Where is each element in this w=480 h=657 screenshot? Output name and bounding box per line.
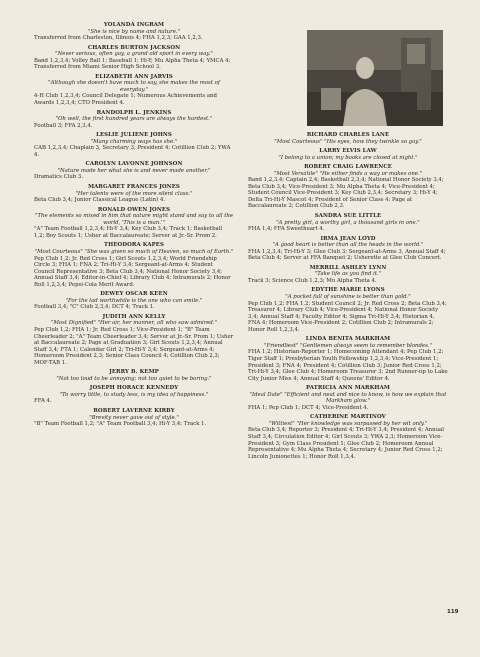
senior-entry [34,242,234,288]
senior-name: RONALD OWEN JONES [97,206,171,213]
senior-entry [248,236,448,262]
senior-entry [34,207,234,240]
senior-name: LINDA BENITA MARKHAM [305,336,391,343]
senior-activities: Band 1,2,3,4; Captain 2,4; Basketball 2,3,4; National Honor Society 3,4; Beta Club 3,4; Vice-President 3; Mu Alpha Theta 4; Vice-President 4; Student Council Vice-President 3; Key Club 2,3,4; Secretary 3; Hi-Y 4; Delta Tri-Hi-Y Mascot 4; President of Senior Class 4; Page at Baccalaureate 2; Cotillion Club 2,3. [248,177,444,210]
senior-entry [248,414,448,460]
senior-name: YOLANDA INGRAM [103,22,165,28]
senior-entry [34,369,234,382]
senior-entry [248,148,448,161]
left-column [34,22,234,431]
senior-quote: "Ideal Date" "Efficient and neat and nice to know, is how we explain that Markham glow." [249,391,447,405]
senior-activities: Football 3,4; "C" Club 2,3,4; DCT 4; Track 1. [34,304,155,311]
senior-name: IRMA JEAN LOYD [320,235,376,242]
senior-activities: Dramatics Club 3. [34,174,84,181]
senior-quote: "Friendliest" "Gentlemen always seem to remember blondes." [264,342,432,349]
senior-quote: "I belong to a union; my books are closed at night." [278,154,418,161]
senior-name: RANDOLPH L. JENKINS [96,109,172,116]
senior-entry [248,213,448,233]
senior-activities: Band 1,2,3,4; Volley Ball 1; Baseball 1; Hi-Y; Mu Alpha Theta 4; YMCA 4; Transferred from Miami Senior High School 3. [34,57,231,71]
senior-name: LARRY ELVIS LAW [319,148,377,155]
senior-quote: "Many charming ways has she." [90,138,178,145]
senior-entry [248,132,448,145]
senior-quote: "The elements so mixed in him that nature might stand and say to all the world, 'This is a man.'" [35,213,233,226]
senior-activities: FFA 4. [34,398,52,405]
senior-entry [34,314,234,366]
senior-entry [34,161,234,181]
senior-quote: "A good heart is better than all the heads in the world." [272,242,424,249]
senior-name: CATHERINE MARTINOV [310,414,386,421]
senior-entry [248,385,448,411]
portrait-photo-icon [307,30,443,126]
senior-quote: "Oh well, the first hundred years are always the hardest." [55,116,213,123]
senior-portrait-photo [307,30,443,126]
senior-name: ROBERT LAVERNE KIRBY [93,407,175,414]
senior-entry [248,336,448,382]
senior-quote: "Most Courteous" "His eyes, how they twinkle so gay." [274,138,422,145]
senior-entry [34,291,234,311]
senior-activities: FHA 1,2; Historian-Reporter 1; Homecoming Attendant 4; Pep Club 1,2; Tiger Staff 1; Presbyterian Youth Fellowship 1,2,3,4; Vice-President 1; President 3; FNA 4; President 4; Cotillion Club 3; Junior Red Cross 1,2; Tri-Hi-Y 3,4; Glee Club 4; Homeroom Treasurer 3; 2nd Runner-up to Lake City Junior Miss 4; Annual Staff 4; Queens' Editor 4. [248,349,448,382]
senior-name: EDYTHE MARIE LYONS [311,287,385,294]
senior-name: JUDITH ANN KELLY [102,313,166,320]
senior-name: CHARLES BURTON JACKSON [87,44,181,51]
right-column [248,132,448,463]
senior-quote: "Most Courteous" "She was given so much of Heaven, so much of Earth." [34,248,234,255]
senior-name: MARGARET FRANCES JONES [88,184,180,191]
senior-name: LESLIE JULIENE JOHNS [96,132,172,139]
senior-name: DEWEY OSCAR KEEN [100,291,168,298]
senior-entry [34,184,234,204]
senior-entry [34,408,234,428]
senior-activities: FHA 1; Pep Club 1; DCT 4; Vice-President 4. [248,404,369,411]
senior-activities: Transferred from Charleston, Illinois 4; FHA 1,2,3; GAA 1,2,3. [34,35,203,42]
senior-activities: 4-H Club 1,2,3,4; Council Delegate 1; Numerous Achievements and Awards 1,2,3,4; CTO President 4. [34,93,217,107]
senior-quote: "A pretty girl, a worthy girl, a thousand girls in one." [276,219,420,226]
senior-quote: "Brevity never gave out of style." [89,414,179,421]
senior-activities: FHA 1,2,3,4; Tri-Hi-Y 3; Glee Club 3; Sergeant-at-Arms 3, Annual Staff 4; Beta Club 4; Server at FFA Banquet 2; Usherette at Glee Club Concert. [248,248,446,262]
senior-quote: "A pocket full of sunshine is better than gold." [285,294,411,301]
senior-activities: Track 3; Science Club 1,2,3; Mu Alpha Theta 4. [248,277,377,284]
senior-activities: Pep Club 1,2; Jr. Red Cross 1; Girl Scouts 1,2,3,4; World Friendship Circle 3; FHA 1; FNA 2; Tri-Hi-Y 3,4; Sergeant-at-Arms 4; Student Council Representative 3; Beta Club 3,4; National Honor Society 3,4; Annual Staff 3,4; Editor-in-Chief 4; Library Club 4; Intramurals 2; Honor Roll 1,2,3,4; Pepsi-Cola Merit Award. [34,255,231,288]
senior-name: ROBERT CRAIG LAWRENCE [304,164,392,171]
senior-quote: "She is nice by name and nature." [87,28,181,35]
senior-quote: "Take life as you find it." [314,271,382,278]
senior-entry [248,164,448,210]
senior-quote: "Wittiest" "Her knowledge was surpassed by her wit only." [268,420,428,427]
senior-activities: Beta Club 3,4; Reporter 3; President 4; Tri-Hi-Y 3,4; President 4; Annual Staff 3,4; Circulation Editor 4; Girl Scouts 3; YWA 2,3; Homeroom Vice-President 3; Gym Class President 1; Glee Club 2; Homeroom Annual Representative 4; Mu Alpha Theta 4; Secretary 4; Junior Red Cross 1,2; Lincoln Junionettes 1; Honor Roll 1,3,4. [248,427,444,460]
senior-entry [34,22,234,42]
senior-name: RICHARD CHARLES LANE [306,132,390,138]
page-number: 119 [447,609,459,615]
senior-quote: "Most Dignified" "Her air, her manner, all who saw admired." [50,320,218,327]
senior-quote: "To worry little, to study less, is my idea of happiness." [59,391,209,398]
senior-quote: "Her talents were of the more silent class." [75,190,193,197]
senior-activities: Pep Club 1,2; FHA 1; Jr. Red Cross 1; Vice-President 1; "B" Team Cheerleader 2; "A" Team Cheerleader 3,4; Server at Jr.-Sr. Prom 1; Usher at Baccalaureate 2; Page at Graduation 3; Girl Scouts 1,2,3,4; Annual Staff 3,4; FTA 1; Calendar Girl 2; Tri-Hi-Y 3,4; Sergeant-at-Arms 4; Homeroom President 2,3; Senior Class Council 4; Cotillion Club 2,3; MOF-TAB 1. [34,326,234,366]
senior-name: THEODORA KAPES [104,242,164,249]
senior-quote: "Not too loud to be annoying; not too quiet to be boring." [56,375,212,382]
senior-quote: "Most Versatile" "He either finds a way or makes one." [273,170,423,177]
senior-activities: "B" Team Football 1,2; "A" Team Football 3,4; Hi-Y 3,4; Track 1. [34,421,207,428]
senior-name: MERRILL ASHLEY LYNN [309,264,387,271]
senior-name: CAROLYN LAVONNE JOHNSON [85,161,183,168]
senior-name: JOSEPH HORACE KENNEDY [89,385,179,392]
senior-activities: CAB 1,2,3,4; Chaplain 3, Secretary 3, President 4; Cotillion Club 2; YWA 4. [34,145,231,158]
senior-activities: "A" Team Football 1,2,3,4; Hi-Y 3,4; Key Club 3,4; Track 1; Basketball 1,2; Boy Scouts 1; Usher at Baccalaureate; Server at Jr.-Sr. Prom 2. [34,226,223,239]
senior-quote: "For the lad worthwhile is the one who can smile." [65,297,203,304]
senior-entry [248,287,448,333]
senior-activities: Football 3; FFA 2,3,4. [34,122,93,129]
senior-entry [34,385,234,405]
senior-name: PATRICIA ANN MARKHAM [306,385,390,392]
senior-name: SANDRA SUE LITTLE [314,213,382,220]
senior-quote: "Nature made her what she is and never made another." [57,167,211,174]
senior-name: ELIZABETH ANN JARVIS [95,73,173,80]
senior-activities: Beta Club 3,4; Junior Classical League (Latin) 4. [34,197,166,204]
senior-entry [34,45,234,71]
senior-quote: "Never serious, often gay, a grand old sport in every way." [55,51,213,58]
senior-entry [34,110,234,130]
senior-name: JERRY B. KEMP [109,369,159,376]
senior-activities: Pep Club 1,2; FHA 1,2; Student Council 2; Jr. Red Cross 2; Beta Club 3,4; Treasurer 4; Library Club 4; Vice-President 4; National Honor Society 3,4; Annual Staff 4; Faculty Editor 4; Sigma Tri-Hi-Y 3,4; Historian 4, FNA 4; Homeroom Vice-President 2; Cotillion Club 2; Intramurals 2; Honor Roll 1,2,3,4. [248,300,447,333]
senior-entry [34,74,234,107]
senior-entry [248,265,448,285]
senior-quote: "Although she doesn't have much to say, she makes the most of everyday." [48,80,220,93]
senior-entry [34,132,234,158]
senior-activities: FHA 1,4; FFA Sweetheart 4. [248,226,325,233]
